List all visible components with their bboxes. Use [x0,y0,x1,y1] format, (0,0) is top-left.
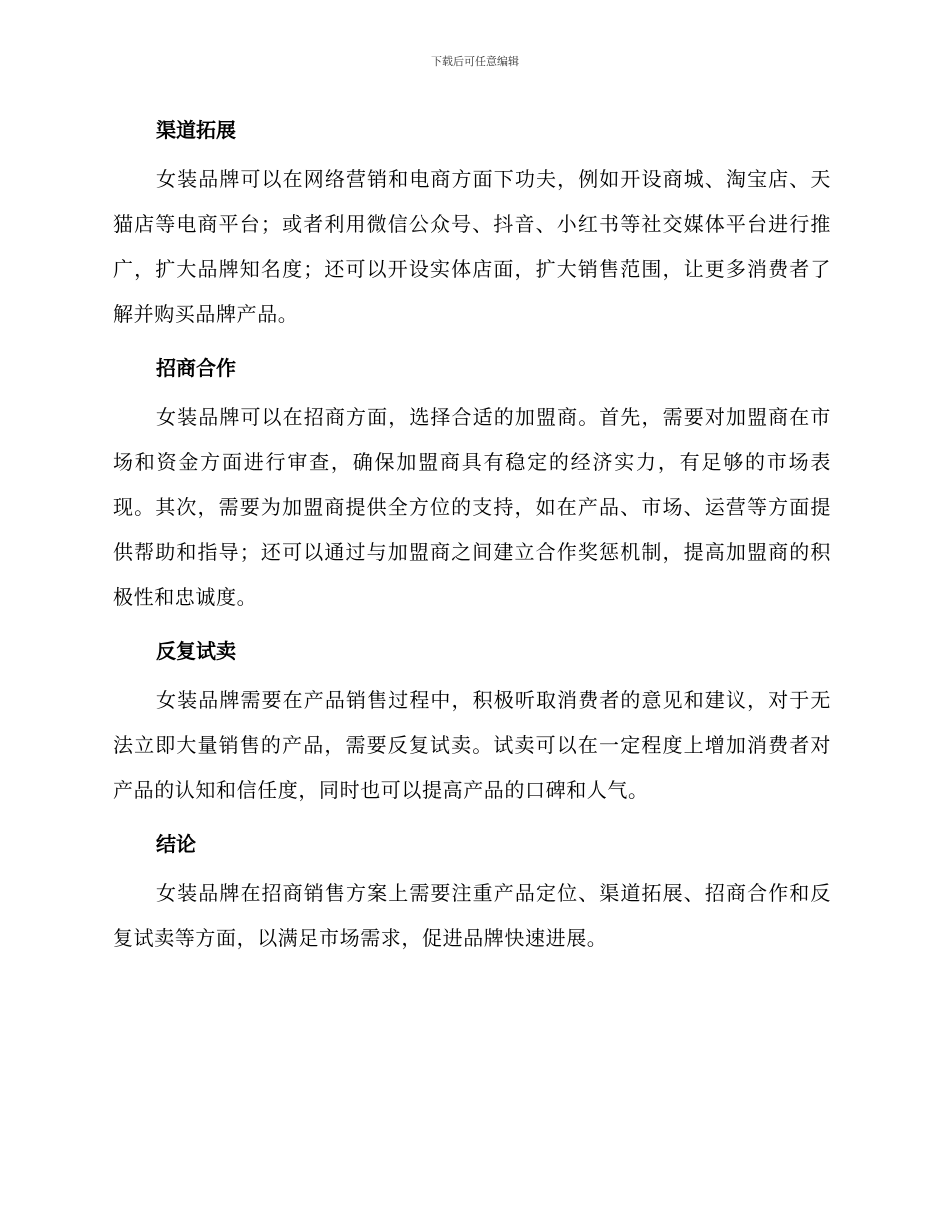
section-trial-sales [113,678,831,813]
section-heading-franchise: 招商合作 [156,356,236,380]
document-body [113,110,831,972]
section-heading-channel: 渠道拓展 [156,118,236,142]
section-conclusion [113,871,831,961]
section-franchise [113,395,831,620]
section-paragraph-franchise: 女装品牌可以在招商方面，选择合适的加盟商。首先，需要对加盟商在市场和资金方面进行审查，确保加盟商具有稳定的经济实力，有足够的市场表现。其次，需要为加盟商提供全方位的支持，如在产品、市场、运营等方面提供帮助和指导；还可以通过与加盟商之间建立合作奖惩机制，提高加盟商的积极性和忠诚度。 [113,405,831,609]
section-paragraph-channel: 女装品牌可以在网络营销和电商方面下功夫，例如开设商城、淘宝店、天猫店等电商平台；或者利用微信公众号、抖音、小红书等社交媒体平台进行推广，扩大品牌知名度；还可以开设实体店面，扩大销售范围，让更多消费者了解并购买品牌产品。 [113,167,831,326]
section-heading-trial-sales: 反复试卖 [156,639,236,663]
page-header: 下载后可任意编辑 [431,55,519,68]
section-channel [113,157,831,337]
section-paragraph-conclusion: 女装品牌在招商销售方案上需要注重产品定位、渠道拓展、招商合作和反复试卖等方面，以满足市场需求，促进品牌快速进展。 [113,881,831,950]
section-heading-conclusion: 结论 [156,832,196,856]
section-paragraph-trial-sales: 女装品牌需要在产品销售过程中，积极听取消费者的意见和建议，对于无法立即大量销售的产品，需要反复试卖。试卖可以在一定程度上增加消费者对产品的认知和信任度，同时也可以提高产品的口碑和人气。 [113,688,831,802]
